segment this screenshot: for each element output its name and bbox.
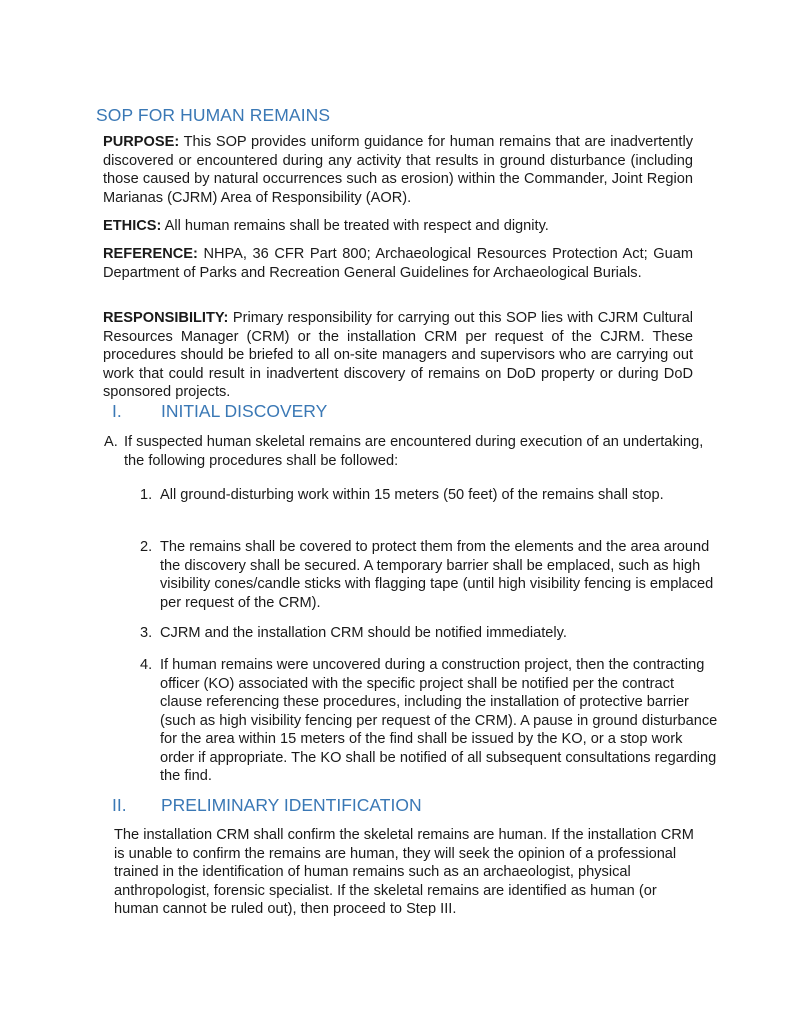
section-number: I. bbox=[112, 401, 122, 421]
reference-text: NHPA, 36 CFR Part 800; Archaeological Resources Protection Act; Guam Department of Parks and Recreation General Guidelines for Archaeological Burials. bbox=[103, 246, 693, 281]
subitem-a bbox=[104, 433, 724, 470]
list-item-text: The remains shall be covered to protect them from the elements and the area around the discovery shall be secured. A temporary barrier shall be emplaced, such as high visibility cones/candle sticks with flagging tape (until high visibility fencing is emplaced per request of the CRM). bbox=[160, 539, 714, 611]
section-title: INITIAL DISCOVERY bbox=[161, 401, 328, 421]
list-item-text: All ground-disturbing work within 15 meters (50 feet) of the remains shall stop. bbox=[160, 487, 664, 503]
list-item-text: CJRM and the installation CRM should be notified immediately. bbox=[160, 625, 567, 641]
list-item bbox=[140, 624, 720, 643]
section-heading-initial-discovery bbox=[112, 401, 327, 422]
reference-label: REFERENCE: bbox=[103, 246, 198, 262]
section-ii-paragraph: The installation CRM shall confirm the skeletal remains are human. If the installation CRM is unable to confirm the remains are human, they will seek the opinion of a professional trained in the identification of human remains such as an archaeologist, physical anthropologist, forensic specialist. If the skeletal remains are identified as human (or human cannot be ruled out), then proceed to Step III. bbox=[114, 827, 694, 917]
ethics-text: All human remains shall be treated with respect and dignity. bbox=[161, 218, 549, 234]
ethics-paragraph bbox=[103, 217, 693, 236]
responsibility-label: RESPONSIBILITY: bbox=[103, 310, 229, 326]
subitem-letter: A. bbox=[104, 434, 118, 450]
section-title: PRELIMINARY IDENTIFICATION bbox=[161, 795, 422, 815]
list-item-number: 4. bbox=[140, 657, 153, 673]
responsibility-text: Primary responsibility for carrying out this SOP lies with CJRM Cultural Resources Manager (CRM) or the installation CRM per request of the CJRM. These procedures should be briefed to all on-site managers and supervisors who are carrying out work that could result in inadvertent discovery of remains on DoD property or during DoD sponsored projects. bbox=[103, 310, 693, 400]
list-item-text: If human remains were uncovered during a construction project, then the contracting officer (KO) associated with the specific project shall be notified per the contract clause referencing these procedures, including the installation of protective barrier (such as high visibility fencing per request of the CRM). A pause in ground disturbance for the area within 15 meters of the find shall be issued by the KO, or a stop work order if appropriate. The KO shall be notified of all subsequent consultations regarding the find. bbox=[160, 657, 718, 784]
subitem-text: If suspected human skeletal remains are encountered during execution of an undertaking, the following procedures shall be followed: bbox=[124, 434, 704, 469]
section-number: II. bbox=[112, 795, 127, 815]
reference-paragraph bbox=[103, 245, 693, 282]
list-item bbox=[140, 656, 720, 786]
list-item-number: 1. bbox=[140, 487, 153, 503]
list-item bbox=[140, 538, 720, 612]
purpose-paragraph bbox=[103, 133, 693, 207]
list-item-number: 3. bbox=[140, 625, 153, 641]
section-heading-preliminary-identification bbox=[112, 795, 422, 816]
list-item bbox=[140, 486, 720, 505]
purpose-text: This SOP provides uniform guidance for human remains that are inadvertently discovered or encountered during any activity that results in ground disturbance (including those caused by natural occurrences such as erosion) within the Commander, Joint Region Marianas (CJRM) Area of Responsibility (AOR). bbox=[103, 134, 693, 206]
document-title: SOP FOR HUMAN REMAINS bbox=[96, 105, 331, 125]
list-item-number: 2. bbox=[140, 539, 153, 555]
ethics-label: ETHICS: bbox=[103, 218, 162, 234]
purpose-label: PURPOSE: bbox=[103, 134, 180, 150]
responsibility-paragraph bbox=[103, 309, 693, 402]
